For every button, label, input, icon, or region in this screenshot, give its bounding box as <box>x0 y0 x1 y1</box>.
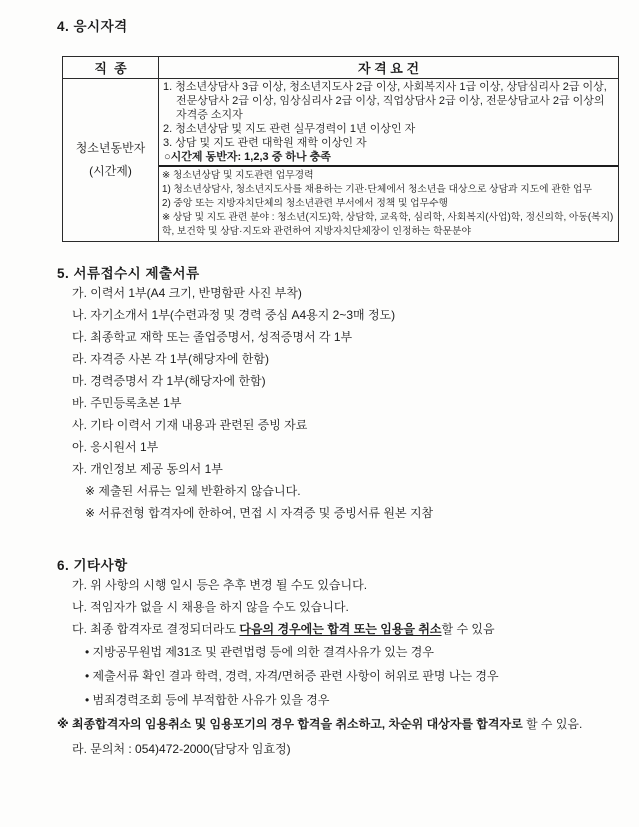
contact-info: 라. 문의처 : 054)472-2000(담당자 임효정) <box>72 741 291 756</box>
document-item: 자. 개인정보 제공 동의서 1부 <box>72 461 223 476</box>
note-line: ※ 청소년상담 및 지도관련 업무경력 <box>162 170 314 182</box>
document-item: 나. 자기소개서 1부(수련과정 및 경력 중심 A4용지 2~3매 정도) <box>72 307 396 322</box>
requirement-item: 1. 청소년상담사 3급 이상, 청소년지도사 2급 이상, 사회복지사 1급 이상, 상담심리사 2급 이상, 전문상담사 2급 이상, 임상심리사 2급 이상, 직업상담사 2급 이상, 전문상담교사 2급 이상의 자격증 소지자 <box>163 81 607 121</box>
section5-heading: 5. 서류접수시 제출서류 <box>57 265 200 281</box>
final-pass-note-tail: 할 수 있음. <box>522 716 583 731</box>
job-type-name: 청소년동반자 <box>75 140 146 155</box>
final-pass-note-bold: ※ 최종합격자의 임용취소 및 임용포기의 경우 합격을 취소하고, 차순위 대상자를 합격자로 <box>57 716 523 731</box>
document-item: 바. 주민등록초본 1부 <box>72 395 182 410</box>
cancellation-prefix: 다. 최종 합격자로 결정되더라도 <box>72 621 240 636</box>
section-documents <box>57 262 618 524</box>
final-pass-note <box>57 712 618 736</box>
other-item-cancellation <box>72 618 618 640</box>
requirements-cell <box>159 79 619 242</box>
document-item: 다. 최종학교 재학 또는 졸업증명서, 성적증명서 각 1부 <box>72 329 353 344</box>
column-header-job-type: 직 종 <box>63 57 159 79</box>
document-note: ※ 서류전형 합격자에 한하여, 면접 시 자격증 및 증빙서류 원본 지참 <box>85 505 434 520</box>
job-type-subtitle: (시간제) <box>89 163 132 178</box>
document-item: 아. 응시원서 1부 <box>72 439 159 454</box>
table-row <box>63 79 619 242</box>
other-item: 가. 위 사항의 시행 일시 등은 추후 변경 될 수도 있습니다. <box>72 577 368 592</box>
qualification-table <box>62 56 619 242</box>
cancellation-suffix: 할 수 있음 <box>441 621 495 636</box>
document-item: 마. 경력증명서 각 1부(해당자에 한함) <box>72 373 266 388</box>
cancellation-reason: • 범죄경력조회 등에 부적합한 사유가 있을 경우 <box>85 692 330 707</box>
requirements-notes <box>159 167 618 241</box>
column-header-requirements: 자 격 요 건 <box>159 57 619 79</box>
document-item: 사. 기타 이력서 기재 내용과 관련된 증빙 자료 <box>72 417 308 432</box>
requirement-highlight: ○시간제 동반자: 1,2,3 중 하나 충족 <box>164 150 331 163</box>
other-item: 나. 적임자가 없을 시 채용을 하지 않을 수도 있습니다. <box>72 599 349 614</box>
note-line: 1) 청소년상담사, 청소년지도사를 채용하는 기관·단체에서 청소년을 대상으로 상담과 지도에 관한 업무 <box>162 184 592 196</box>
cancellation-emphasis: 다음의 경우에는 합격 또는 임용을 취소 <box>239 621 442 636</box>
cancellation-reason: • 제출서류 확인 결과 학력, 경력, 자격/면허증 관련 사항이 허위로 판명 나는 경우 <box>85 668 499 683</box>
document-note: ※ 제출된 서류는 일체 반환하지 않습니다. <box>85 483 301 498</box>
note-line: ※ 상담 및 지도 관련 분야 : 청소년(지도)학, 상담학, 교육학, 심리학, 사회복지(사업)학, 정신의학, 아동(복지)학, 보건학 및 상담·지도와 관련하여 지방자치단체장이 인정하는 학문분야 <box>162 212 614 238</box>
requirement-item: 3. 상담 및 지도 관련 대학원 재학 이상인 자 <box>163 136 367 149</box>
job-type-cell <box>63 79 159 242</box>
section-qualifications <box>57 15 618 242</box>
section-other-matters <box>57 554 618 761</box>
section4-heading: 4. 응시자격 <box>57 19 128 34</box>
note-line: 2) 중앙 또는 지방자치단체의 청소년관련 부서에서 정책 및 업무수행 <box>162 198 449 210</box>
requirements-main <box>159 79 618 167</box>
document-item: 가. 이력서 1부(A4 크기, 반명함판 사진 부착) <box>72 285 302 300</box>
document-item: 라. 자격증 사본 각 1부(해당자에 한함) <box>72 351 269 366</box>
cancellation-reason: • 지방공무원법 제31조 및 관련법령 등에 의한 결격사유가 있는 경우 <box>85 644 434 659</box>
section6-heading: 6. 기타사항 <box>57 557 128 573</box>
requirement-item: 2. 청소년상담 및 지도 관련 실무경력이 1년 이상인 자 <box>163 122 416 135</box>
table-header-row <box>63 57 619 79</box>
